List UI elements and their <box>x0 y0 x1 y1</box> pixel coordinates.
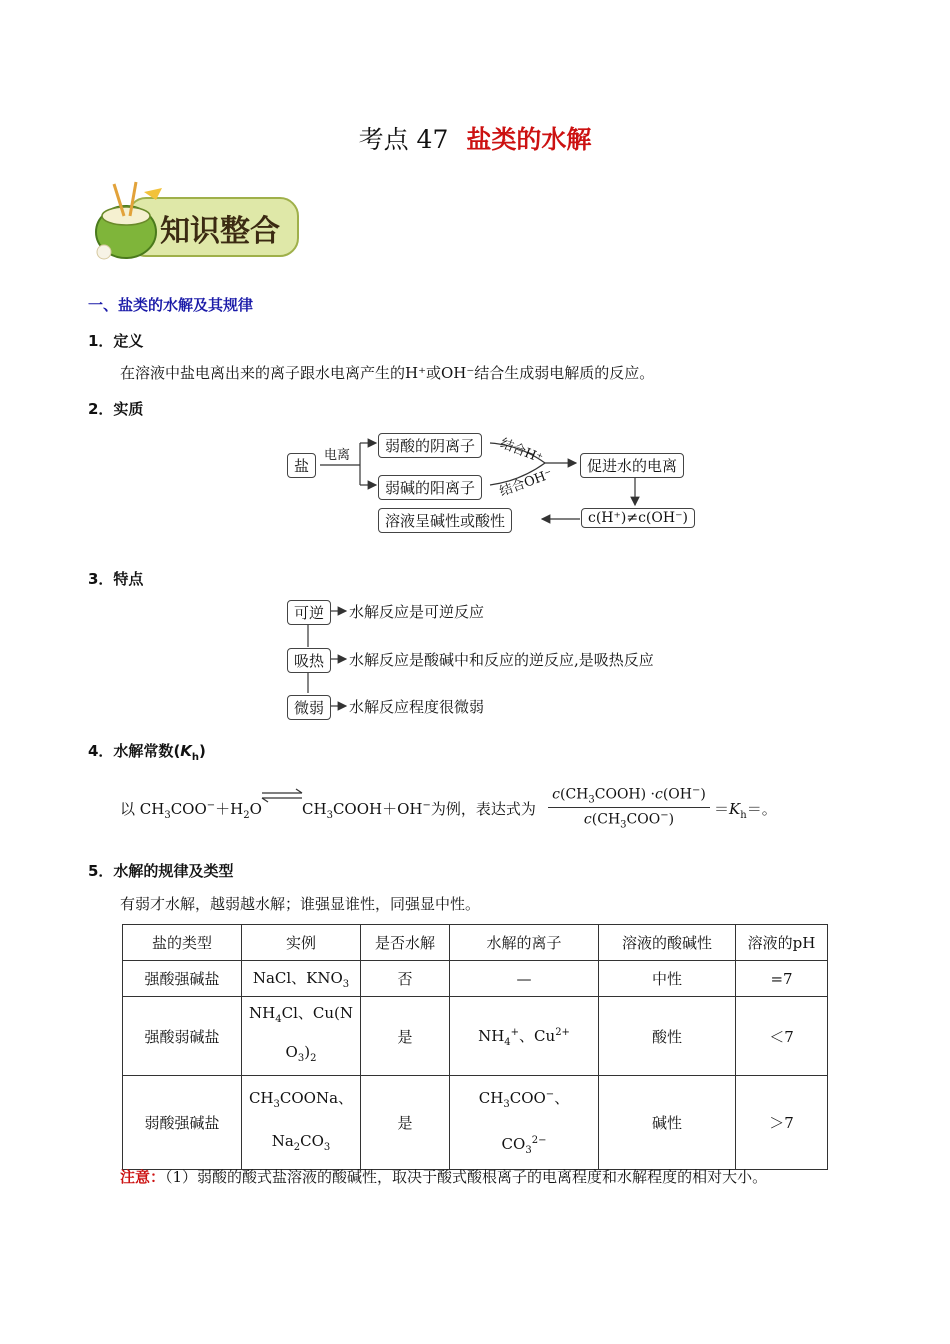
flow-salt: 盐 <box>287 453 316 478</box>
table-cell: 是 <box>361 1076 450 1170</box>
flow-unequal: c(H⁺)≠c(OH⁻) <box>581 508 695 528</box>
definition-text: 在溶液中盐电离出来的离子跟水电离产生的H⁺或OH⁻结合生成弱电解质的反应。 <box>120 364 655 382</box>
feature-desc-endothermic: 水解反应是酸碱中和反应的逆反应,是吸热反应 <box>349 651 654 669</box>
table-row <box>123 997 828 1076</box>
table-cell: ＜7 <box>736 997 828 1076</box>
equation-products: $CH_3COOH+OH^-$为例，表达式为 <box>302 800 536 821</box>
section-banner <box>88 180 303 264</box>
equation-text: 以 $CH_3COO^-+H_2O$ <box>120 800 262 821</box>
feature-key-endothermic: 吸热 <box>287 648 331 673</box>
table-cell: 酸性 <box>599 997 736 1076</box>
equilibrium-arrow-icon <box>258 788 306 804</box>
table-cell: 否 <box>361 961 450 997</box>
table-cell: 强酸弱碱盐 <box>123 997 242 1076</box>
table-header-row <box>123 925 828 961</box>
hydrolysis-table <box>122 924 828 1170</box>
flow-bind-oh-label: 结合OH⁻ <box>497 466 555 500</box>
heading-hydrolysis-constant: 4．水解常数$(K_h)$ <box>88 742 206 763</box>
table-cell: 中性 <box>599 961 736 997</box>
title-main: 盐类的水解 <box>466 125 592 154</box>
table-cell: $NH_4Cl$、Cu(N $O_3)_2$ <box>242 997 361 1076</box>
table-cell: 碱性 <box>599 1076 736 1170</box>
table-cell: ＞7 <box>736 1076 828 1170</box>
banner-text: 知识整合 <box>160 214 280 249</box>
table-row <box>123 961 828 997</box>
feature-desc-reversible: 水解反应是可逆反应 <box>349 603 485 621</box>
table-cell: 弱酸强碱盐 <box>123 1076 242 1170</box>
rules-text: 有弱才水解，越弱越水解；谁强显谁性，同强显中性。 <box>120 895 481 913</box>
flow-weak-base-cation: 弱碱的阳离子 <box>378 475 482 500</box>
heading-features: 3．特点 <box>88 570 144 588</box>
table-cell: $CH_3COONa$、 $Na_2CO_3$ <box>242 1076 361 1170</box>
note-label: 注意： <box>120 1168 166 1186</box>
table-header: 盐的类型 <box>123 925 242 961</box>
table-cell: =7 <box>736 961 828 997</box>
feature-desc-weak: 水解反应程度很微弱 <box>349 698 485 716</box>
table-cell: 强酸强碱盐 <box>123 961 242 997</box>
table-row <box>123 1076 828 1170</box>
heading-rules: 5．水解的规律及类型 <box>88 862 234 880</box>
table-cell: 是 <box>361 997 450 1076</box>
heading-definition: 1．定义 <box>88 332 144 350</box>
flow-bind-h-label: 结合H⁺ <box>498 436 545 467</box>
table-header: 溶液的酸碱性 <box>599 925 736 961</box>
table-header: 是否水解 <box>361 925 450 961</box>
section-heading: 一、盐类的水解及其规律 <box>88 296 254 314</box>
kh-equals: $=K_h=$。 <box>714 800 777 821</box>
title-prefix: 考点 47 <box>358 125 449 154</box>
flow-result: 溶液呈碱性或酸性 <box>378 508 512 533</box>
table-cell: $CH_3COO^-$、 $CO_3^{2-}$ <box>450 1076 599 1170</box>
note-text: （1）弱酸的酸式盐溶液的酸碱性，取决于酸式酸根离子的电离程度和水解程度的相对大小。 <box>165 1168 768 1186</box>
feature-key-reversible: 可逆 <box>287 600 331 625</box>
table-header: 实例 <box>242 925 361 961</box>
flow-weak-acid-anion: 弱酸的阴离子 <box>378 433 482 458</box>
table-cell: $NH_4^+$、$Cu^{2+}$ <box>450 997 599 1076</box>
table-cell: — <box>450 961 599 997</box>
heading-essence: 2．实质 <box>88 400 144 418</box>
flow-promote-water: 促进水的电离 <box>580 453 684 478</box>
table-cell: NaCl、$KNO_3$ <box>242 961 361 997</box>
note <box>120 1166 860 1187</box>
page-title <box>0 120 950 156</box>
table-header: 溶液的pH <box>736 925 828 961</box>
table-header: 水解的离子 <box>450 925 599 961</box>
kh-fraction: $c(CH_3COOH) \cdot c(OH^-)$ $c(CH_3COO^-)$ <box>548 785 710 831</box>
feature-key-weak: 微弱 <box>287 695 331 720</box>
flow-ionize-label: 电离 <box>324 448 351 463</box>
